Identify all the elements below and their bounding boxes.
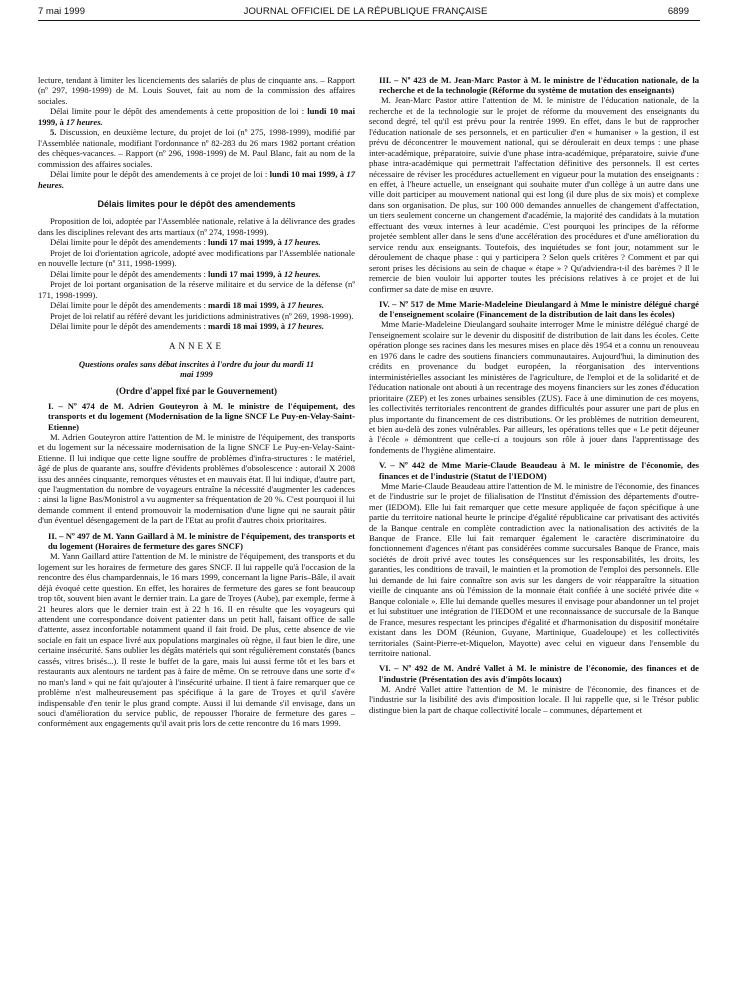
page-number: 6899 xyxy=(667,6,689,17)
left-column xyxy=(38,75,355,729)
paragraph xyxy=(38,237,355,247)
paragraph xyxy=(38,321,355,331)
question-title: V. – Nº 442 de Mme Marie-Claude Beaudeau à M. le ministre de l'économie, des finances et de l'industrie (Statut de l'IEDOM) xyxy=(379,460,699,481)
text: Discussion, en deuxième lecture, du projet de loi (nº 275, 1998-1999), modifié par l'Assemblée nationale, modifiant l'ordonnance nº 82-283 du 26 mars 1982 portant création des chèques-vacances. – Rapport (nº 296, 1998-1999) de M. Paul Blanc, fait au nom de la commission des affaires sociales. xyxy=(38,127,355,169)
order-note: (Ordre d'appel fixé par le Gouvernement) xyxy=(116,385,277,396)
deadline: lundi 10 mai 1999, à xyxy=(38,106,355,127)
deadline-hour: 17 heures. xyxy=(38,169,355,190)
question-title: III. – Nº 423 de M. Jean-Marc Pastor à M. le ministre de l'éducation nationale, de la recherche et de la technologie (Réforme du système de mutation des enseignants) xyxy=(379,75,699,96)
deadline-hour: 17 heures. xyxy=(287,300,325,311)
deadline-hour: 12 heures. xyxy=(283,268,321,279)
paragraph: Proposition de loi, adoptée par l'Assemblée nationale, relative à la délivrance des grades dans les disciplines relevant des arts martiaux (nº 274, 1998-1999). xyxy=(38,216,355,237)
right-column xyxy=(369,75,699,715)
questions-subtitle: Questions orales sans débat inscrites à l'ordre du jour du mardi 11 mai 1999 xyxy=(78,358,315,380)
paragraph xyxy=(38,300,355,310)
header-rule xyxy=(38,20,700,21)
text: Délai limite pour le dépôt des amendements : xyxy=(50,237,208,248)
question-text: M. Yann Gaillard attire l'attention de M. le ministre de l'équipement, des transports et du logement sur les horaires de fermeture des gares SNCF. Il lui rappelle qu'à l'occasion de la rencontre des élus champardennais, le 16 mars 1999, concernant la ligne Paris–Bâle, il avait déjà évoqué cette question. En effet, les horaires de fermeture des gares se font beaucoup trop tôt, souvent bien avant le dernier train. La gare de Troyes (Aube), par exemple, ferme à 21 heures alors que le dernier train est à 22 h 16. Il en résulte que les voyageurs qui attendent une correspondance doivent patienter dans un petit hall, faisant office de salle d'attente, assez inconfortable notamment quand il fait froid. De plus, cette absence de vie sociale en fait un espace livré aux populations marginales où règne, il faut bien le dire, une certaine insécurité. Sans oublier les dégâts matériels qui sont régulièrement constatés (bancs cassés, vitres brisés...). Il reste le buffet de la gare, mais lui aussi ferme tôt et les bars et restaurants aux alentours ne tardent pas à faire de même. On se retrouve dans une sorte d'« no man's land » qui ne fait qu'ajouter à l'insécurité urbaine. Il tient à faire remarquer que ce problème n'est malheureusement pas spécifique à la gare de Troyes et qu'il s'avère indispensable d'en tenir le plus grand compte. Aussi il lui demande s'il envisage, dans un souci d'amélioration du service public, de repousser l'horaire de fermeture des gares – conformément aux engagements qu'il avait pris lors de cette rencontre du 16 mars 1999. xyxy=(38,551,355,729)
question-text: M. Jean-Marc Pastor attire l'attention de M. le ministre de l'éducation nationale, de la recherche et de la technologie sur le projet de réforme du mouvement des enseignants du second degré, tel qu'il est prévu pour la rentrée 1999. En effet, dans le but de rapprocher l'éducation nationale de ses personnels, et en particulier d'en « humaniser » la gestion, il est prévu de déconcentrer le mouvement national, qui se déroulerait en deux temps : une phase inter-académique, préparatoire, suivie d'une phase intra-académique, préparatoire, suivie d'une phase intra-académique qui permettrait l'affectation définitive des personnels. Il est certes nécessaire de réviser les procédures actuellement en vigueur pour la mutation des enseignants : en effet, à l'heure actuelle, un enseignant qui souhaite muter d'un collège à un autre dans une ville doit participer au mouvement national qui est long (il dure plus de six mois) et complexe dans son organisation. De plus, sur 100 000 demandes annuelles de changement d'affectation, un tiers seulement concerne un changement d'académie, la majorité des candidats à la mutation effectuant des vœux internes à leur académie. C'est pourquoi les principes de la réforme projetée semblent aller dans le sens d'une accélération des procédures et d'une amélioration du service rendu aux enseignants. Toutefois, des inquiétudes se font jour, notamment sur le déroulement de chaque phase : qui y participera ? Selon quels critères ? Comment et par qui seront prises les décisions au sein de chaque « étape » ? Qu'adviendra-t-il des barèmes ? Il le remercie de bien vouloir lui apporter toutes les précisions relatives à ce projet et de lui confirmer sa date de mise en œuvre. xyxy=(369,95,699,294)
deadline: mardi 18 mai 1999, à xyxy=(208,300,288,311)
question-title: IV. – Nº 517 de Mme Marie-Madeleine Dieulangard à Mme le ministre délégué chargé de l'enseignement scolaire (Financement de la distribution de lait dans les écoles) xyxy=(379,299,699,320)
text: Délai limite pour le dépôt des amendements : xyxy=(50,320,208,331)
deadline: lundi 17 mai 1999, à xyxy=(208,268,284,279)
paragraph: Projet de loi relatif au référé devant les juridictions administratives (nº 269, 1998-1999). xyxy=(50,310,354,321)
item-number: 5. xyxy=(50,127,57,138)
text: Délai limite pour le dépôt des amendements : xyxy=(50,300,208,311)
deadline: mardi 18 mai 1999, à xyxy=(208,320,288,331)
paragraph: lecture, tendant à limiter les licenciements des salariés de plus de cinquante ans. – Rapport (nº 297, 1998-1999) de M. Louis Souvet, fait au nom de la commission des affaires sociales. xyxy=(38,75,355,106)
question-text: Mme Marie-Claude Beaudeau attire l'attention de M. le ministre de l'économie, des finances et de l'industrie sur le projet de filialisation de l'Institut d'émission des départements d'outre-mer (IEDOM). Elle lui fait remarquer que cette mesure appliquée de façon spécifique à une partie du territoire national heurte le principe d'égalité républicaine car privatisant des activités de la Banque centrale en complète contradiction avec la nationalisation des activités de la Banque de France. Elle lui fait remarquer également le caractère discriminatoire du fonctionnement d'agences n'étant pas considérées comme succursales Banque de France, mais sociétés de droit privé avec toutes les conséquences sur les responsabilités, les droits, les garanties, les conditions de travail, le maintien et la promotion de l'emploi des personnels. Elle lui demande de lui faire connaître son avis sur les dangers de voir réapparaître la situation vieille de cinquante ans où l'émission de la monnaie était confiée à une société privée dite « Banque coloniale ». Elle lui demande quelles mesures il envisage pour abandonner un tel projet et lui substituer une intégration de l'IEDOM et une reconnaissance de succursale de la Banque de France, mesures respectant les principes d'égalité et d'harmonisation du dispositif monétaire existant dans les DOM (Réunion, Guyane, Martinique, Guadeloupe) et les collectivités territoriales (Saint-Pierre-et-Miquelon, Mayotte) avec celui en vigueur dans l'ensemble du territoire national. xyxy=(369,480,699,658)
text: Délai limite pour le dépôt des amendements à cette proposition de loi : xyxy=(50,106,308,117)
question-text: M. André Vallet attire l'attention de M. le ministre de l'économie, des finances et de l'industrie sur la lisibilité des avis d'imposition locale. Il lui rappelle que, si le Trésor public distingue bien la part de chaque collectivité locale – communes, département et xyxy=(369,683,699,715)
header-date: 7 mai 1999 xyxy=(38,6,86,17)
section-heading: Délais limites pour le dépôt des amendements xyxy=(97,198,296,209)
question-title: VI. – Nº 492 de M. André Vallet à M. le ministre de l'économie, des finances et de l'industrie (Présentation des avis d'impôts locaux) xyxy=(379,663,699,684)
paragraph: Projet de loi d'orientation agricole, adopté avec modifications par l'Assemblée nationale en nouvelle lecture (nº 311, 1998-1999). xyxy=(38,247,355,269)
paragraph xyxy=(38,169,355,190)
page-header xyxy=(0,5,731,19)
paragraph xyxy=(38,106,355,127)
paragraph: Projet de loi portant organisation de la réserve militaire et du service de la défense (nº 171, 1998-1999). xyxy=(38,279,355,300)
deadline-hour: 17 heures. xyxy=(283,237,321,248)
text: Délai limite pour le dépôt des amendements à ce projet de loi : xyxy=(50,169,270,180)
deadline-hour: 17 heures. xyxy=(287,320,325,331)
paragraph xyxy=(38,127,355,169)
question-text: Mme Marie-Madeleine Dieulangard souhaite interroger Mme le ministre délégué chargé de l'enseignement scolaire sur le devenir du dispositif de distribution de lait dans les écoles. Cette opération plonge ses racines dans les mesures mises en place dès 1954 et a connu un renouveau en 1976 dans le cadre des soutiens financiers communautaires. Aujourd'hui, la diminution des crédits en provenance du budget européen, la réorganisation des interventions interministérielles associant les ministères de l'agriculture, de l'emploi et de la solidarité et de l'éducation nationale ont abouti à un recentrage des moyens financiers sur les zones d'éducation prioritaire (ZEP) et les zones urbaines sensibles (ZUS). Face à une diminution de ces moyens, les collectivités territoriales rencontrent de grandes difficultés pour assurer une part de plus en plus importante du financement de ces distributions. Or les problèmes de nutrition demeurent, et bien au-delà des zones vulnérables. Par ailleurs, les opérations telles que « Le petit déjeuner à l'école » démontrent que celle-ci a toujours son rôle à jouer dans l'apprentissage des fondements de l'hygiène alimentaire. xyxy=(369,319,699,455)
deadline-hour: 17 heures. xyxy=(65,116,103,127)
text: Délai limite pour le dépôt des amendements : xyxy=(50,268,208,279)
deadline: lundi 17 mai 1999, à xyxy=(208,237,284,248)
paragraph xyxy=(38,269,355,279)
deadline: lundi 10 mai 1999, à xyxy=(269,169,347,180)
annexe-heading: ANNEXE xyxy=(169,341,224,352)
journal-title: JOURNAL OFFICIEL DE LA RÉPUBLIQUE FRANÇAISE xyxy=(243,6,488,17)
question-title: II. – Nº 497 de M. Yann Gaillard à M. le ministre de l'équipement, des transports et du logement (Horaires de fermeture des gares SNCF) xyxy=(48,530,355,552)
question-text: M. Adrien Gouteyron attire l'attention de M. le ministre de l'équipement, des transports et du logement sur la nécessaire modernisation de la ligne SNCF Le Puy-en-Velay-Saint-Etienne. Il lui indique que cette ligne souffre de problèmes d'infra-structures : le matériel, âgé de plus de quarante ans, souffre d'évidents problèmes d'obsolescence : autorail X 2008 issu des années cinquante, remorques vétustes et en mauvais état. Il lui indique, d'autre part, que l'augmentation du nombre de voyageurs entraîne la nécessité d'augmenter les cadences : ainsi la ligne Bas/Monistrol a vu augmenter sa fréquentation de 20 %. C'est pourquoi il lui demande comment il entend promouvoir la modernisation d'une ligne qui ne saurait pâtir d'un éventuel désengagement de la part de l'Etat au profit d'autres choix prioritaires. xyxy=(38,431,355,526)
question-title: I. – Nº 474 de M. Adrien Gouteyron à M. le ministre de l'équipement, des transports et du logement (Modernisation de la ligne SNCF Le Puy-en-Velay-Saint-Etienne) xyxy=(48,401,355,432)
